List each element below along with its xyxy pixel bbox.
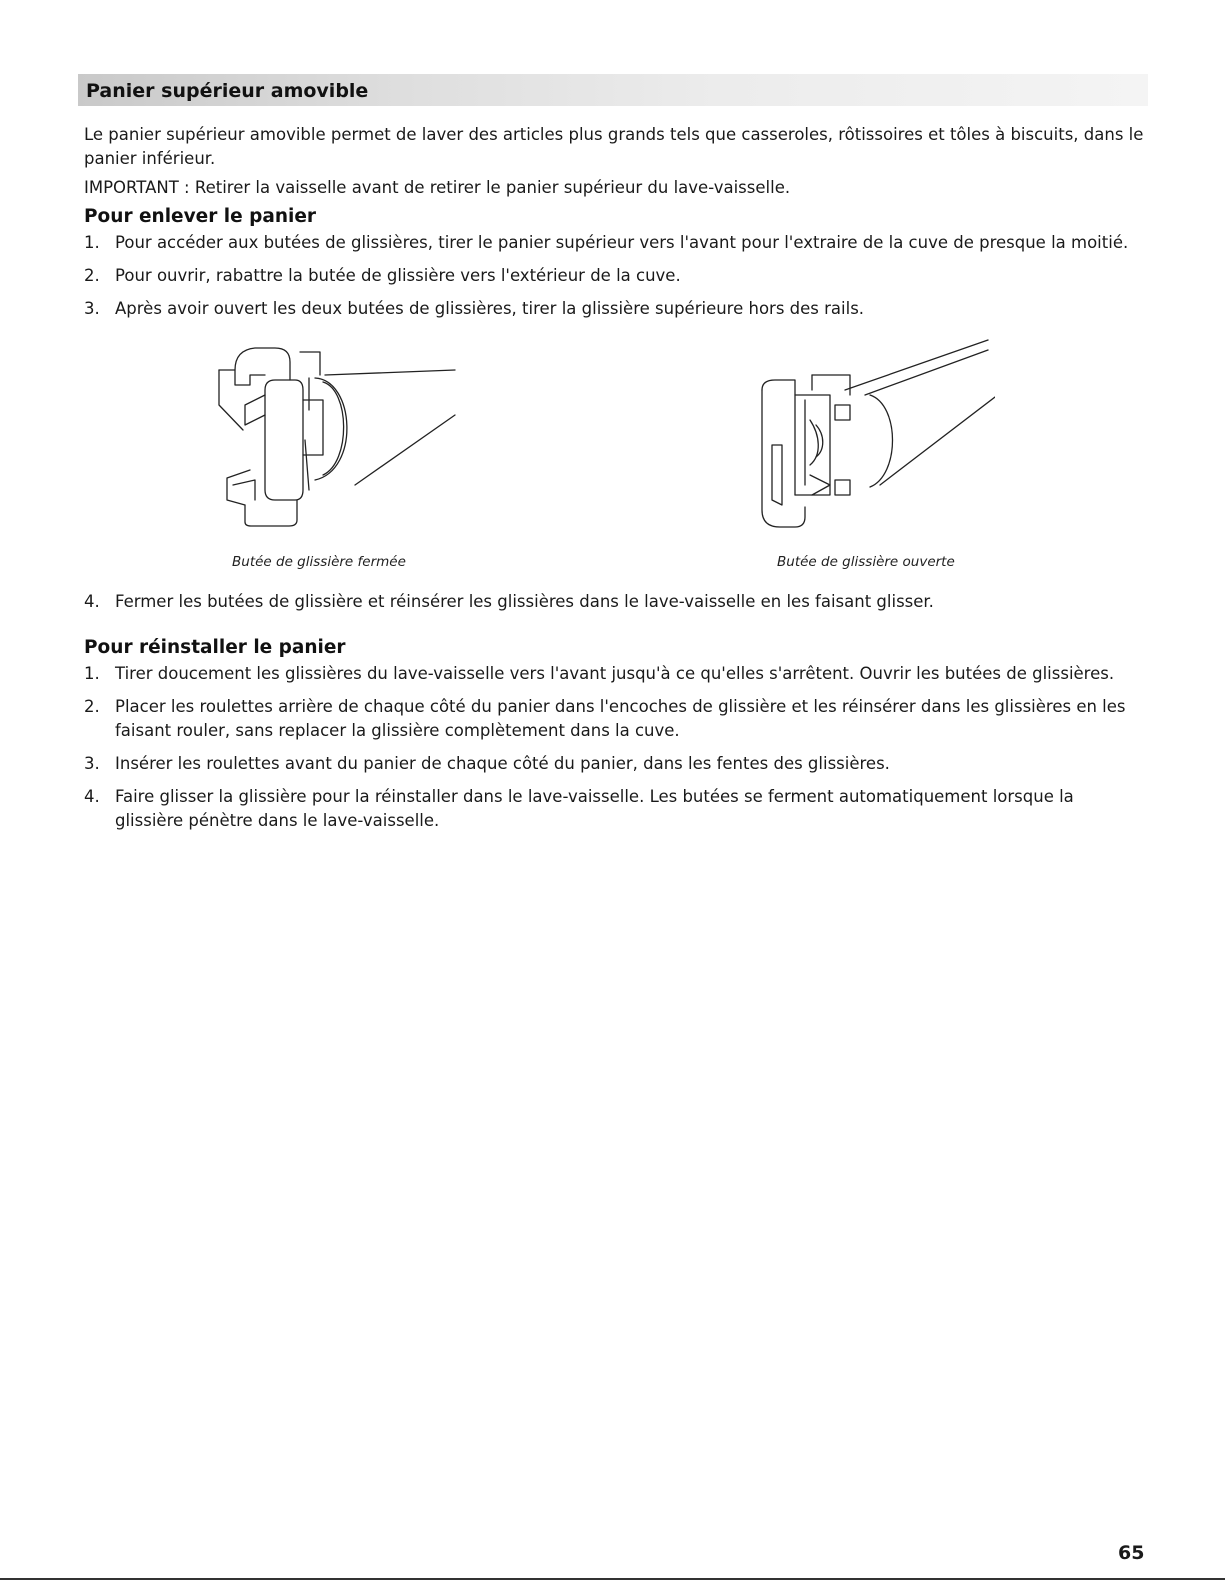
page-number: 65 [1118, 1542, 1145, 1564]
closed-slide-stop-illustration [205, 330, 470, 530]
list-item [84, 662, 1144, 686]
step-number: 4. [84, 787, 100, 806]
step-number: 2. [84, 266, 100, 285]
list-item [84, 297, 1144, 321]
step-text: Faire glisser la glissière pour la réinstaller dans le lave-vaisselle. Les butées se ferment automatiquement lorsque la glissière pénètre dans le lave-vaisselle. [115, 787, 1074, 830]
intro-paragraph: Le panier supérieur amovible permet de laver des articles plus grands tels que casseroles, rôtissoires et tôles à biscuits, dans le panier inférieur. [84, 125, 1144, 168]
remove-step-4 [84, 590, 1144, 623]
step-text: Pour accéder aux butées de glissières, tirer le panier supérieur vers l'avant pour l'extraire de la cuve de presque la moitié. [115, 233, 1129, 252]
step-number: 2. [84, 697, 100, 716]
reinstall-heading: Pour réinstaller le panier [84, 637, 346, 658]
list-item [84, 752, 1144, 776]
list-item [84, 785, 1144, 833]
reinstall-steps-list [84, 662, 1144, 842]
bottom-divider [0, 1578, 1225, 1580]
remove-steps-list [84, 231, 1144, 330]
section-title: Panier supérieur amovible [86, 80, 369, 102]
list-item [84, 264, 1144, 288]
step-number: 3. [84, 299, 100, 318]
important-note: IMPORTANT : Retirer la vaisselle avant de retirer le panier supérieur du lave-vaisselle. [84, 178, 791, 197]
list-item [84, 231, 1144, 255]
open-figure-caption: Butée de glissière ouverte [777, 554, 955, 570]
step-text: Placer les roulettes arrière de chaque côté du panier dans l'encoches de glissière et les réinsérer dans les glissières en les faisant rouler, sans replacer la glissière complètement dans la cuve. [115, 697, 1126, 740]
step-text: Pour ouvrir, rabattre la butée de glissière vers l'extérieur de la cuve. [115, 266, 681, 285]
closed-figure-caption: Butée de glissière fermée [232, 554, 406, 570]
step-text: Fermer les butées de glissière et réinsérer les glissières dans le lave-vaisselle en les faisant glisser. [115, 592, 934, 611]
section-title-bar [78, 74, 1148, 106]
list-item [84, 590, 1144, 614]
open-slide-stop-illustration [750, 335, 995, 535]
step-text: Tirer doucement les glissières du lave-vaisselle vers l'avant jusqu'à ce qu'elles s'arrêtent. Ouvrir les butées de glissières. [115, 664, 1115, 683]
step-number: 3. [84, 754, 100, 773]
remove-heading: Pour enlever le panier [84, 206, 317, 227]
step-text: Après avoir ouvert les deux butées de glissières, tirer la glissière supérieure hors des rails. [115, 299, 865, 318]
step-number: 4. [84, 592, 100, 611]
list-item [84, 695, 1144, 743]
step-number: 1. [84, 233, 100, 252]
step-number: 1. [84, 664, 100, 683]
step-text: Insérer les roulettes avant du panier de chaque côté du panier, dans les fentes des glissières. [115, 754, 890, 773]
